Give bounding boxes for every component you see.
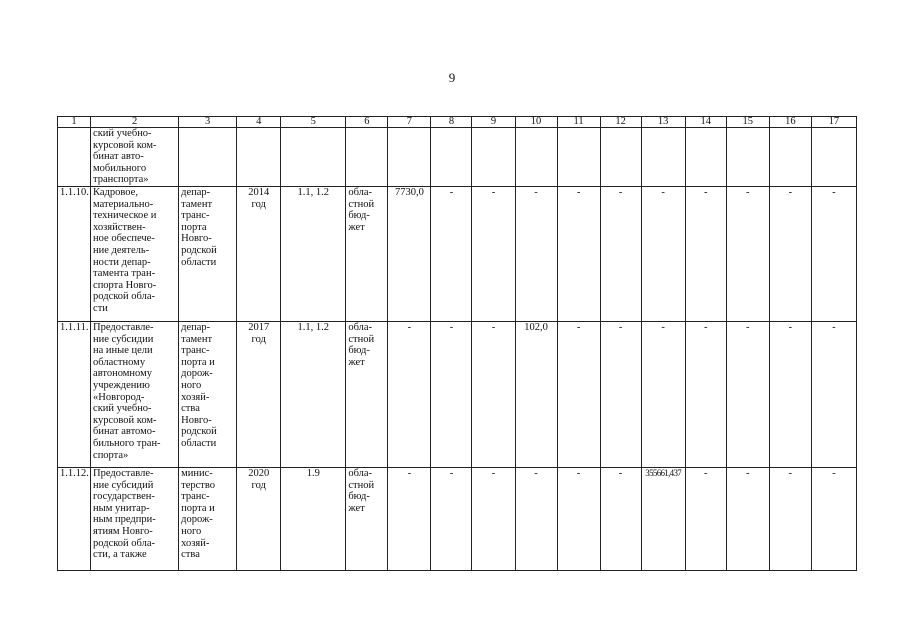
value-cell: - [726,321,769,467]
value-cell [557,128,600,187]
value-cell [472,128,515,187]
executor: минис- терство транс- порта и дорож- ного хозяй- ства [179,467,237,570]
value-cell: - [811,321,856,467]
column-number: 13 [641,117,685,128]
page-number: 9 [448,70,456,85]
funding-source [346,128,388,187]
funding-source: обла- стной бюд- жет [346,467,388,570]
column-number: 2 [91,117,179,128]
value-cell [726,128,769,187]
value-cell: - [600,467,641,570]
table-row [58,128,857,187]
column-number: 7 [388,117,431,128]
value-cell: - [811,467,856,570]
column-number: 4 [237,117,281,128]
indicator: 1.9 [281,467,346,570]
value-cell: - [557,186,600,321]
value-cell: - [685,321,726,467]
value-cell: - [726,467,769,570]
table-row [58,467,857,570]
indicator: 1.1, 1.2 [281,186,346,321]
value-cell: - [472,321,515,467]
activity-name: Предоставле- ние субсидии на иные цели областному автономному учреждению «Новгород- ский учебно- курсовой ком- бинат автомо- бильного тран- спорта» [91,321,179,467]
column-number: 12 [600,117,641,128]
value-cell: - [515,186,557,321]
value-cell: - [769,321,811,467]
column-number: 14 [685,117,726,128]
executor [179,128,237,187]
table-row [58,321,857,467]
value-cell: - [685,467,726,570]
value-cell: - [769,467,811,570]
value-cell: - [472,186,515,321]
value-cell: - [388,321,431,467]
activity-name: Предоставле- ние субсидий государствен- ным унитар- ным предпри- ятиям Новго- родской обла- сти, а также [91,467,179,570]
value-cell: - [726,186,769,321]
column-number: 17 [811,117,856,128]
column-number: 16 [769,117,811,128]
value-cell: 7730,0 [388,186,431,321]
value-cell [811,128,856,187]
value-cell [431,128,472,187]
value-cell [769,128,811,187]
row-id: 1.1.11. [58,321,91,467]
value-cell: - [388,467,431,570]
year [237,128,281,187]
table-header-row [58,117,857,128]
row-id [58,128,91,187]
activity-name: ский учебно- курсовой ком- бинат авто- мобильного транспорта» [91,128,179,187]
column-number: 10 [515,117,557,128]
column-number: 5 [281,117,346,128]
row-id: 1.1.12. [58,467,91,570]
value-cell: - [515,467,557,570]
row-id: 1.1.10. [58,186,91,321]
indicator [281,128,346,187]
value-cell: 355661,437 [641,467,685,570]
value-cell: - [431,186,472,321]
value-cell: - [431,467,472,570]
funding-source: обла- стной бюд- жет [346,321,388,467]
value-cell: - [811,186,856,321]
funding-source: обла- стной бюд- жет [346,186,388,321]
value-cell: - [431,321,472,467]
value-cell: 102,0 [515,321,557,467]
value-cell: - [685,186,726,321]
value-cell: - [641,186,685,321]
column-number: 11 [557,117,600,128]
value-cell [685,128,726,187]
executor: депар- тамент транс- порта и дорож- ного хозяй- ства Новго- родской области [179,321,237,467]
year: 2017 год [237,321,281,467]
year: 2020 год [237,467,281,570]
executor: депар- тамент транс- порта Новго- родской области [179,186,237,321]
value-cell: - [600,186,641,321]
value-cell [388,128,431,187]
value-cell: - [557,321,600,467]
value-cell: - [472,467,515,570]
program-activities-table [57,116,857,571]
value-cell [600,128,641,187]
table-row [58,186,857,321]
activity-name: Кадровое, материально- техническое и хозяйствен- ное обеспече- ние деятель- ности депар- тамента тран- спорта Новго- родской обла- сти [91,186,179,321]
value-cell [641,128,685,187]
column-number: 6 [346,117,388,128]
column-number: 1 [58,117,91,128]
indicator: 1.1, 1.2 [281,321,346,467]
value-cell: - [641,321,685,467]
value-cell: - [557,467,600,570]
column-number: 3 [179,117,237,128]
year: 2014 год [237,186,281,321]
column-number: 8 [431,117,472,128]
value-cell [515,128,557,187]
column-number: 9 [472,117,515,128]
column-number: 15 [726,117,769,128]
value-cell: - [600,321,641,467]
value-cell: - [769,186,811,321]
